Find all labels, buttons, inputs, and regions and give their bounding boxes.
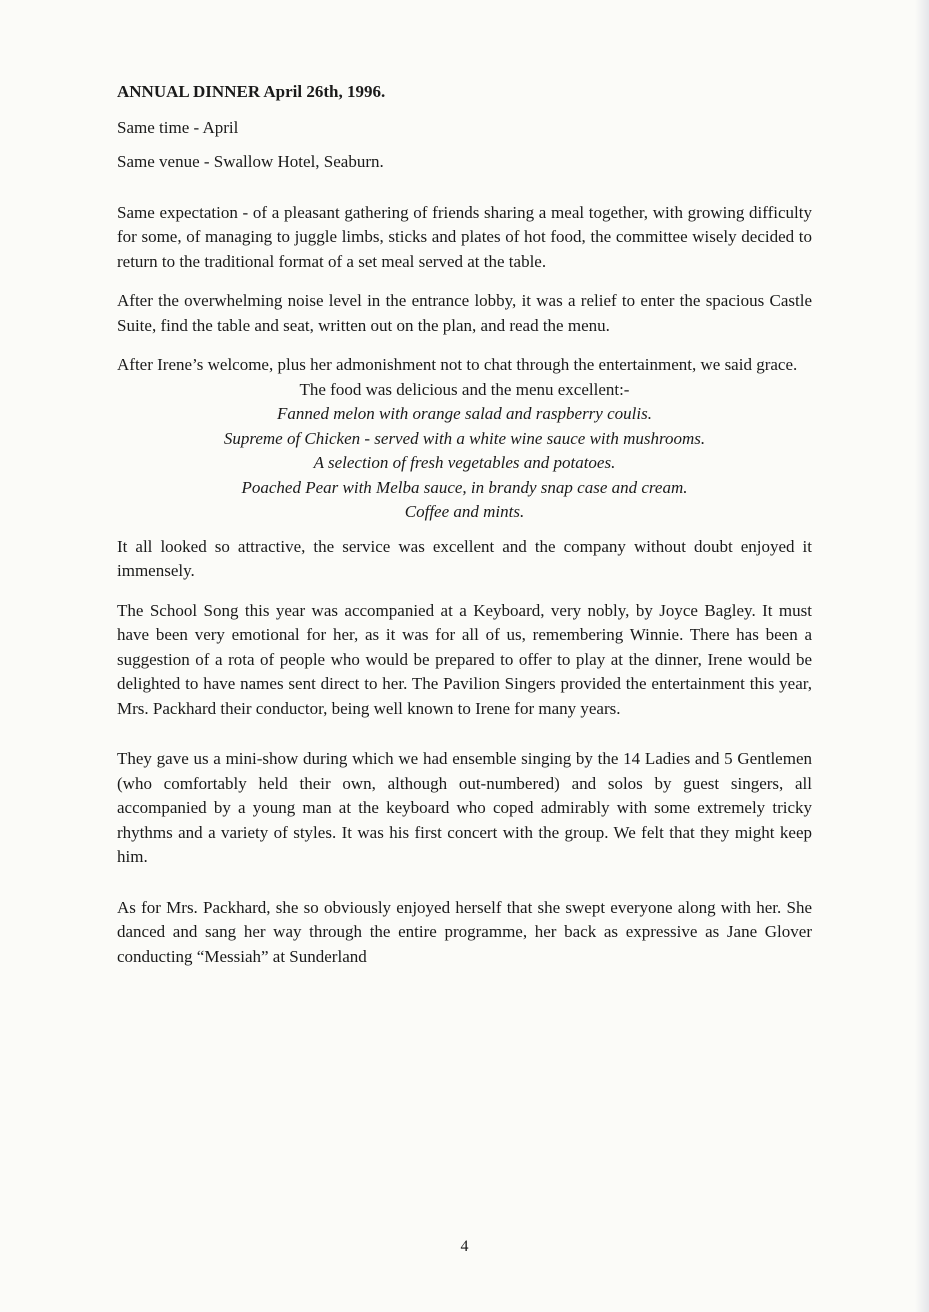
menu-item-coffee: Coffee and mints. — [404, 502, 525, 521]
menu-block — [117, 378, 812, 525]
paragraph-school-song: The School Song this year was accompanied at a Keyboard, very nobly, by Joyce Bagley. It must have been very emotional for her, as it was for all of us, remembering Winnie. There has been a suggestion of a rota of people who would be prepared to offer to play at the dinner, Irene would be delighted to have names sent direct to her. The Pavilion Singers provided the entertainment this year, Mrs. Packhard their conductor, being well known to Irene for many years. — [117, 600, 812, 718]
paragraph-mrs-packhard: As for Mrs. Packhard, she so obviously enjoyed herself that she swept everyone along with her. She danced and sang her way through the entire programme, her back as expressive as Jane Glover conducting “Messiah” at Sunderland — [117, 897, 812, 966]
paragraph-same-time: Same time - April — [117, 117, 239, 137]
page-edge-shadow — [915, 0, 929, 1312]
paragraph-same-venue: Same venue - Swallow Hotel, Seaburn. — [117, 152, 384, 171]
menu-item-dessert: Poached Pear with Melba sauce, in brandy snap case and cream. — [241, 477, 688, 497]
paragraph-same-expectation: Same expectation - of a pleasant gathering of friends sharing a meal together, with growing difficulty for some, of managing to juggle limbs, sticks and plates of hot food, the committee wisely decided to return to the traditional format of a set meal served at the table. — [117, 202, 812, 271]
paragraph-mini-show: They gave us a mini-show during which we had ensemble singing by the 14 Ladies and 5 Gentlemen (who comfortably held their own, although out-numbered) and solos by guest singers, all accompanied by a young man at the keyboard who coped admirably with some extremely tricky rhythms and a variety of styles. It was his first concert with the group. We felt that they might keep him. — [117, 749, 812, 866]
document-page — [117, 80, 812, 969]
paragraph-service: It all looked so attractive, the service was excellent and the company without doubt enjoyed it immensely. — [117, 536, 812, 580]
menu-item-main: Supreme of Chicken - served with a white wine sauce with mushrooms. — [223, 428, 706, 448]
paragraph-irene-welcome: After Irene’s welcome, plus her admonishment not to chat through the entertainment, we said grace. — [117, 355, 798, 374]
menu-item-starter: Fanned melon with orange salad and raspberry coulis. — [277, 404, 652, 423]
article-title: ANNUAL DINNER April 26th, 1996. — [117, 82, 386, 101]
menu-item-vegetables: A selection of fresh vegetables and potatoes. — [313, 453, 616, 472]
page-number: 4 — [460, 1238, 469, 1255]
menu-intro: The food was delicious and the menu excellent:- — [299, 379, 630, 399]
paragraph-entrance-lobby: After the overwhelming noise level in the entrance lobby, it was a relief to enter the spacious Castle Suite, find the table and seat, written out on the plan, and read the menu. — [117, 291, 812, 335]
